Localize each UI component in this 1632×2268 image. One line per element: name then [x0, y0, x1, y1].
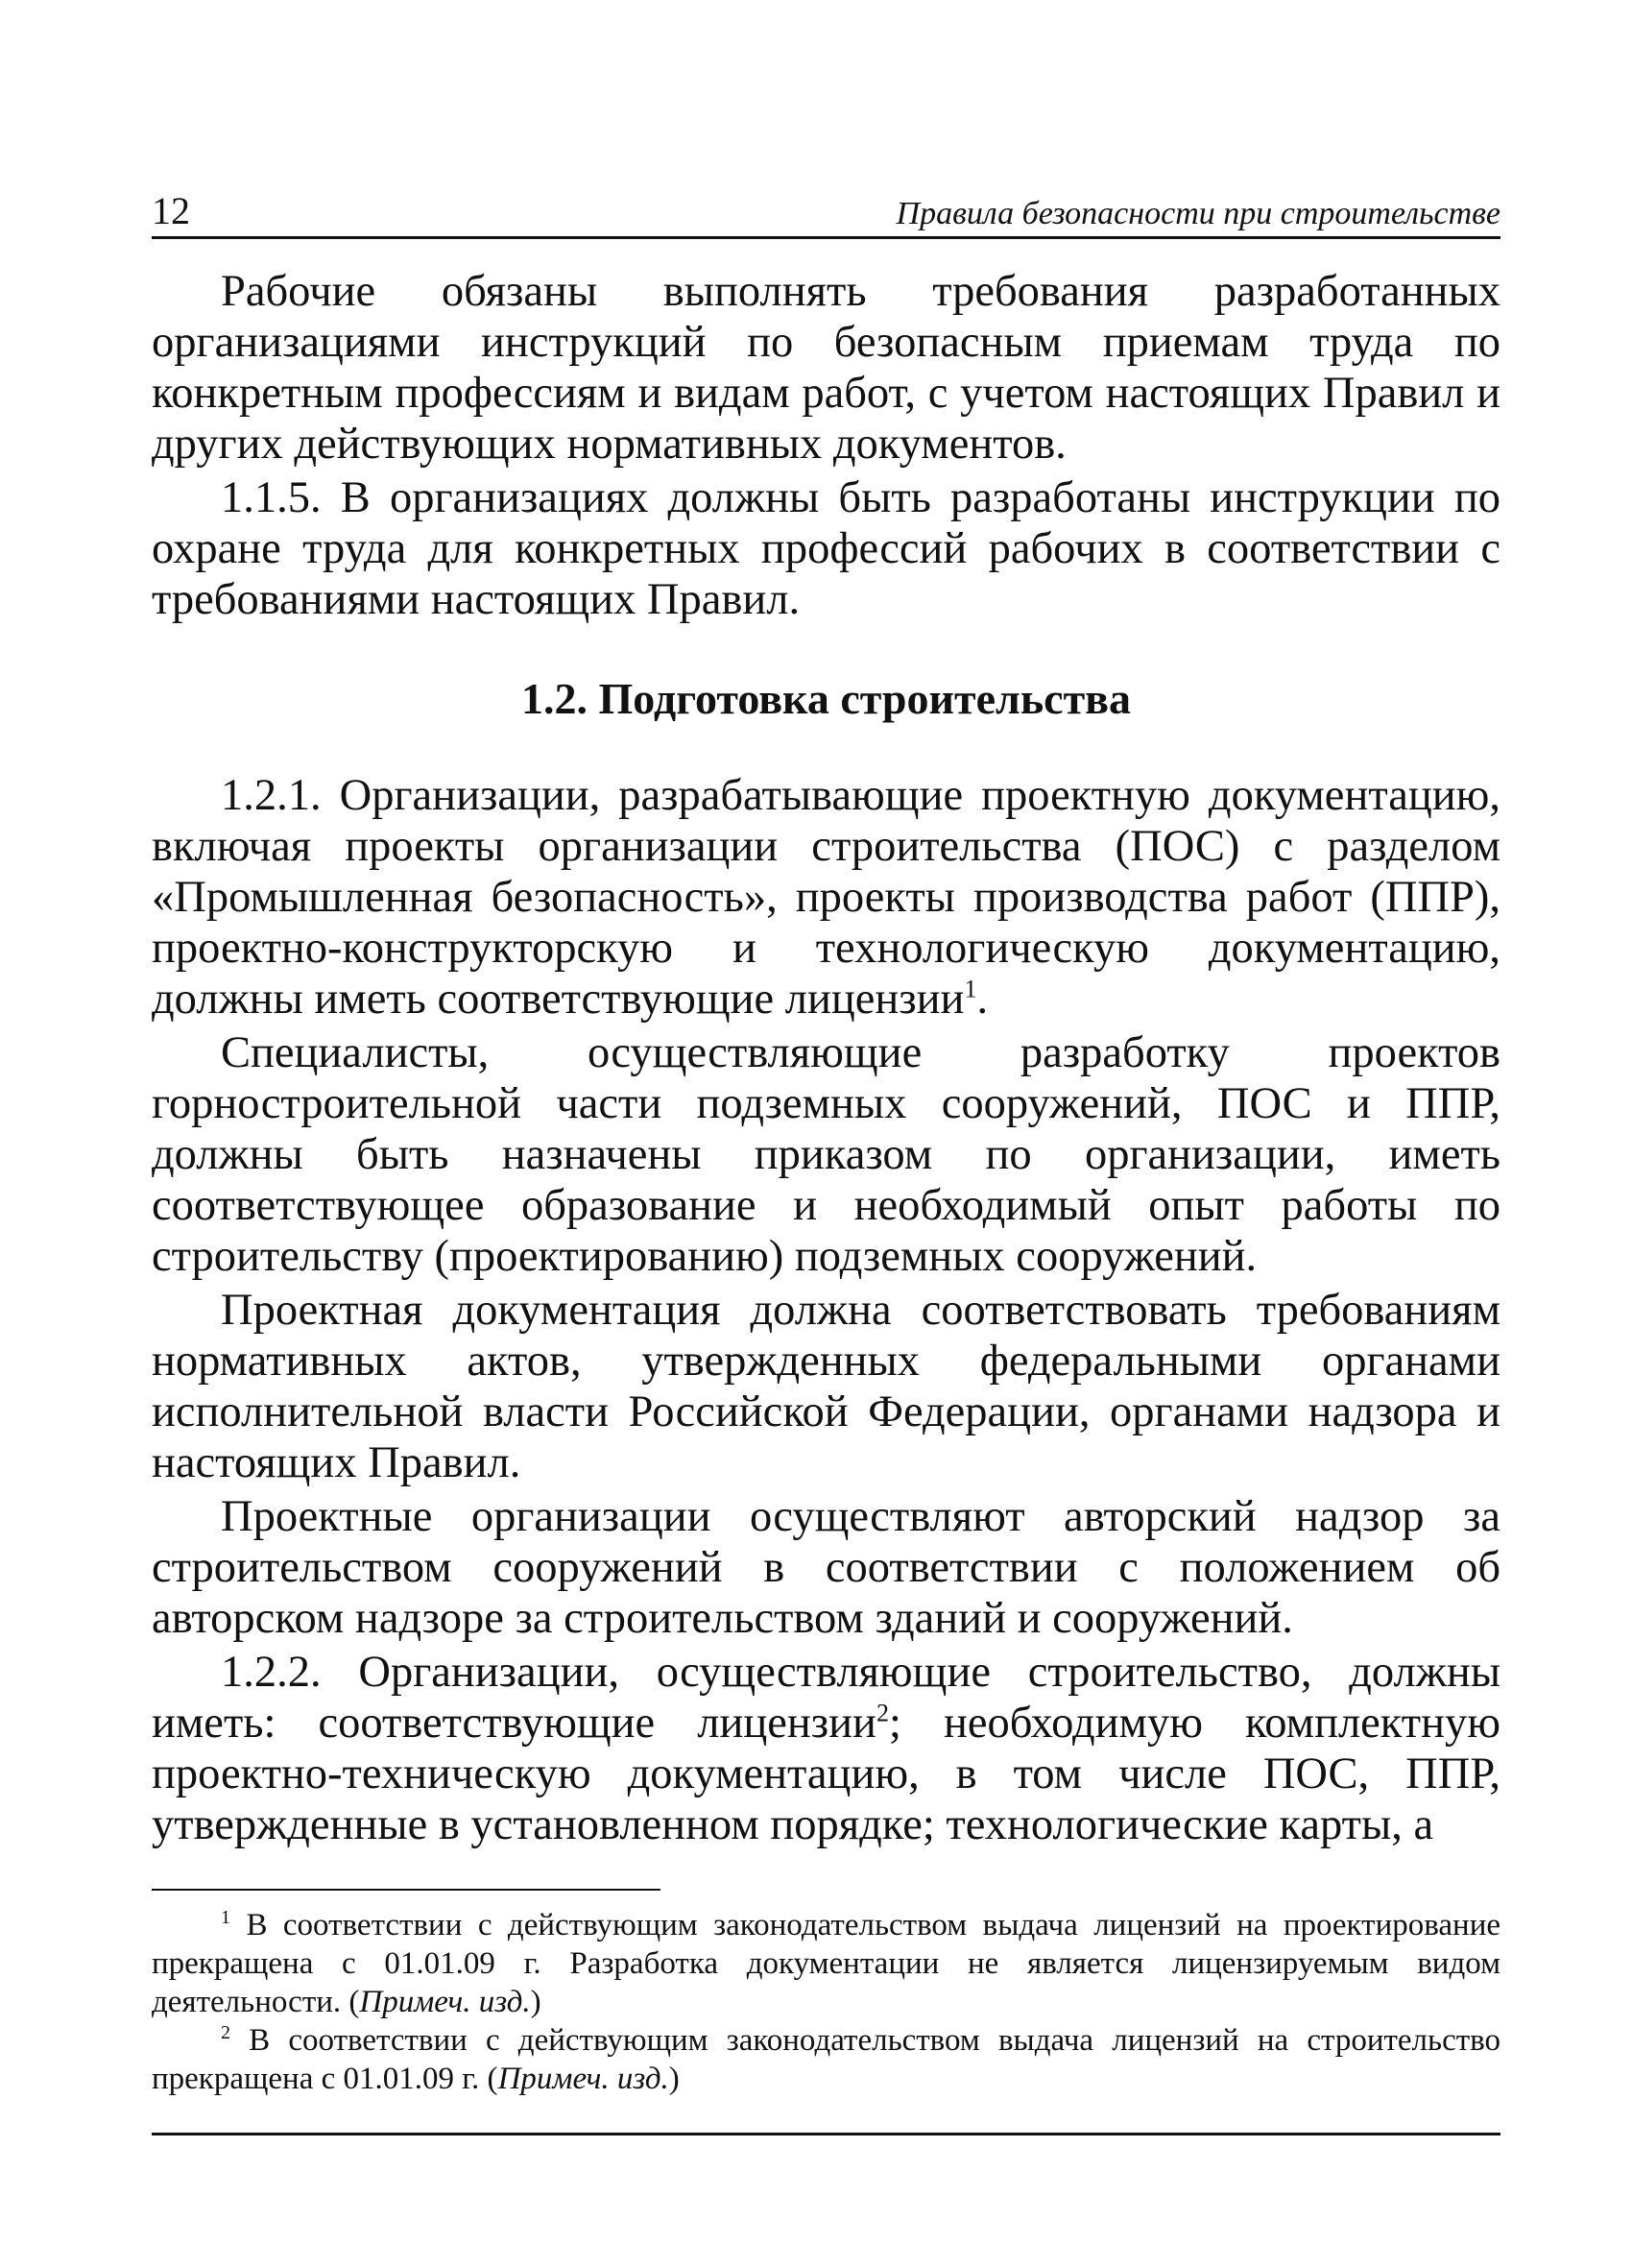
- paragraph-1-2-1-text: 1.2.1. Организации, разрабатывающие проектную документацию, включая проекты организации строительства (ПОС) с разделом «Промышленная безопасность», проекты производства работ (ППР), проектно-конструкторскую и технологическую документацию, должны иметь соответствующие лицензии: [152, 771, 1500, 1024]
- footnote-1-note: Примеч. изд.: [359, 1985, 531, 2019]
- footnote-2-note: Примеч. изд.: [497, 2062, 669, 2096]
- section-heading: 1.2. Подготовка строительства: [520, 674, 1131, 723]
- body-text: [152, 266, 1500, 1850]
- page-number: 12: [152, 189, 190, 232]
- bottom-rule: [152, 2133, 1500, 2135]
- footnote-separator: [152, 1889, 660, 1891]
- footnote-2: [152, 2021, 1500, 2098]
- footnote-ref-1: 1: [964, 975, 977, 1003]
- paragraph-1-2-2-after: ; необходимую комплектную проектно-техническую документацию, в том числе ПОС, ППР, утвержденные в установленном порядке; технологические карты, а: [152, 1699, 1500, 1849]
- footnote-1: [152, 1906, 1500, 2021]
- footnote-mark-2: 2: [221, 2022, 230, 2043]
- footnote-1-close: ): [530, 1985, 541, 2019]
- paragraph-specialists: Специалисты, осуществляющие разработку проектов горностроительной части подземных сооружений, ПОС и ППР, должны быть назначены приказом по организации, иметь соответствующее образование и необходимый опыт работы по строительству (проектированию) подземных сооружений.: [152, 1028, 1500, 1281]
- paragraph-1-2-1-tail: .: [976, 975, 989, 1024]
- paragraph-workers-duties: Рабочие обязаны выполнять требования разработанных организациями инструкций по безопасным приемам труда по конкретным профессиям и видам работ, с учетом настоящих Правил и других действующих нормативных документов.: [152, 267, 1500, 469]
- footnote-2-text: В соответствии с действующим законодательством выдача лицензий на строительство прекращена с 01.01.09 г. (: [152, 2023, 1500, 2096]
- footnote-2-close: ): [668, 2062, 680, 2096]
- paragraph-author-supervision: Проектные организации осуществляют авторский надзор за строительством сооружений в соответствии с положением об авторском надзоре за строительством зданий и сооружений.: [152, 1492, 1500, 1643]
- paragraph-1-2-1: [152, 770, 1500, 1025]
- running-title: Правила безопасности при строительстве: [896, 196, 1500, 231]
- running-head: [152, 182, 1500, 239]
- footnote-mark-1: 1: [221, 1907, 230, 1928]
- paragraph-project-docs: Проектная документация должна соответствовать требованиям нормативных актов, утвержденных федеральными органами исполнительной власти Российской Федерации, органами надзора и настоящих Правил.: [152, 1286, 1500, 1487]
- paragraph-1-2-2: [152, 1647, 1500, 1850]
- paragraph-1-1-5: 1.1.5. В организациях должны быть разработаны инструкции по охране труда для конкретных профессий рабочих в соответствии с требованиями настоящих Правил.: [152, 473, 1500, 624]
- footnotes: [152, 1906, 1500, 2098]
- paragraph-1-2-2-before: 1.2.2. Организации, осуществляющие строительство, должны иметь: соответствующие лицензии: [152, 1648, 1500, 1748]
- book-page: [152, 182, 1500, 2135]
- footnote-1-text: В соответствии с действующим законодательством выдача лицензий на проектирование прекращена с 01.01.09 г. Разработка документации не является лицензируемым видом деятельности. (: [152, 1908, 1501, 2019]
- footnote-ref-2: 2: [876, 1699, 889, 1727]
